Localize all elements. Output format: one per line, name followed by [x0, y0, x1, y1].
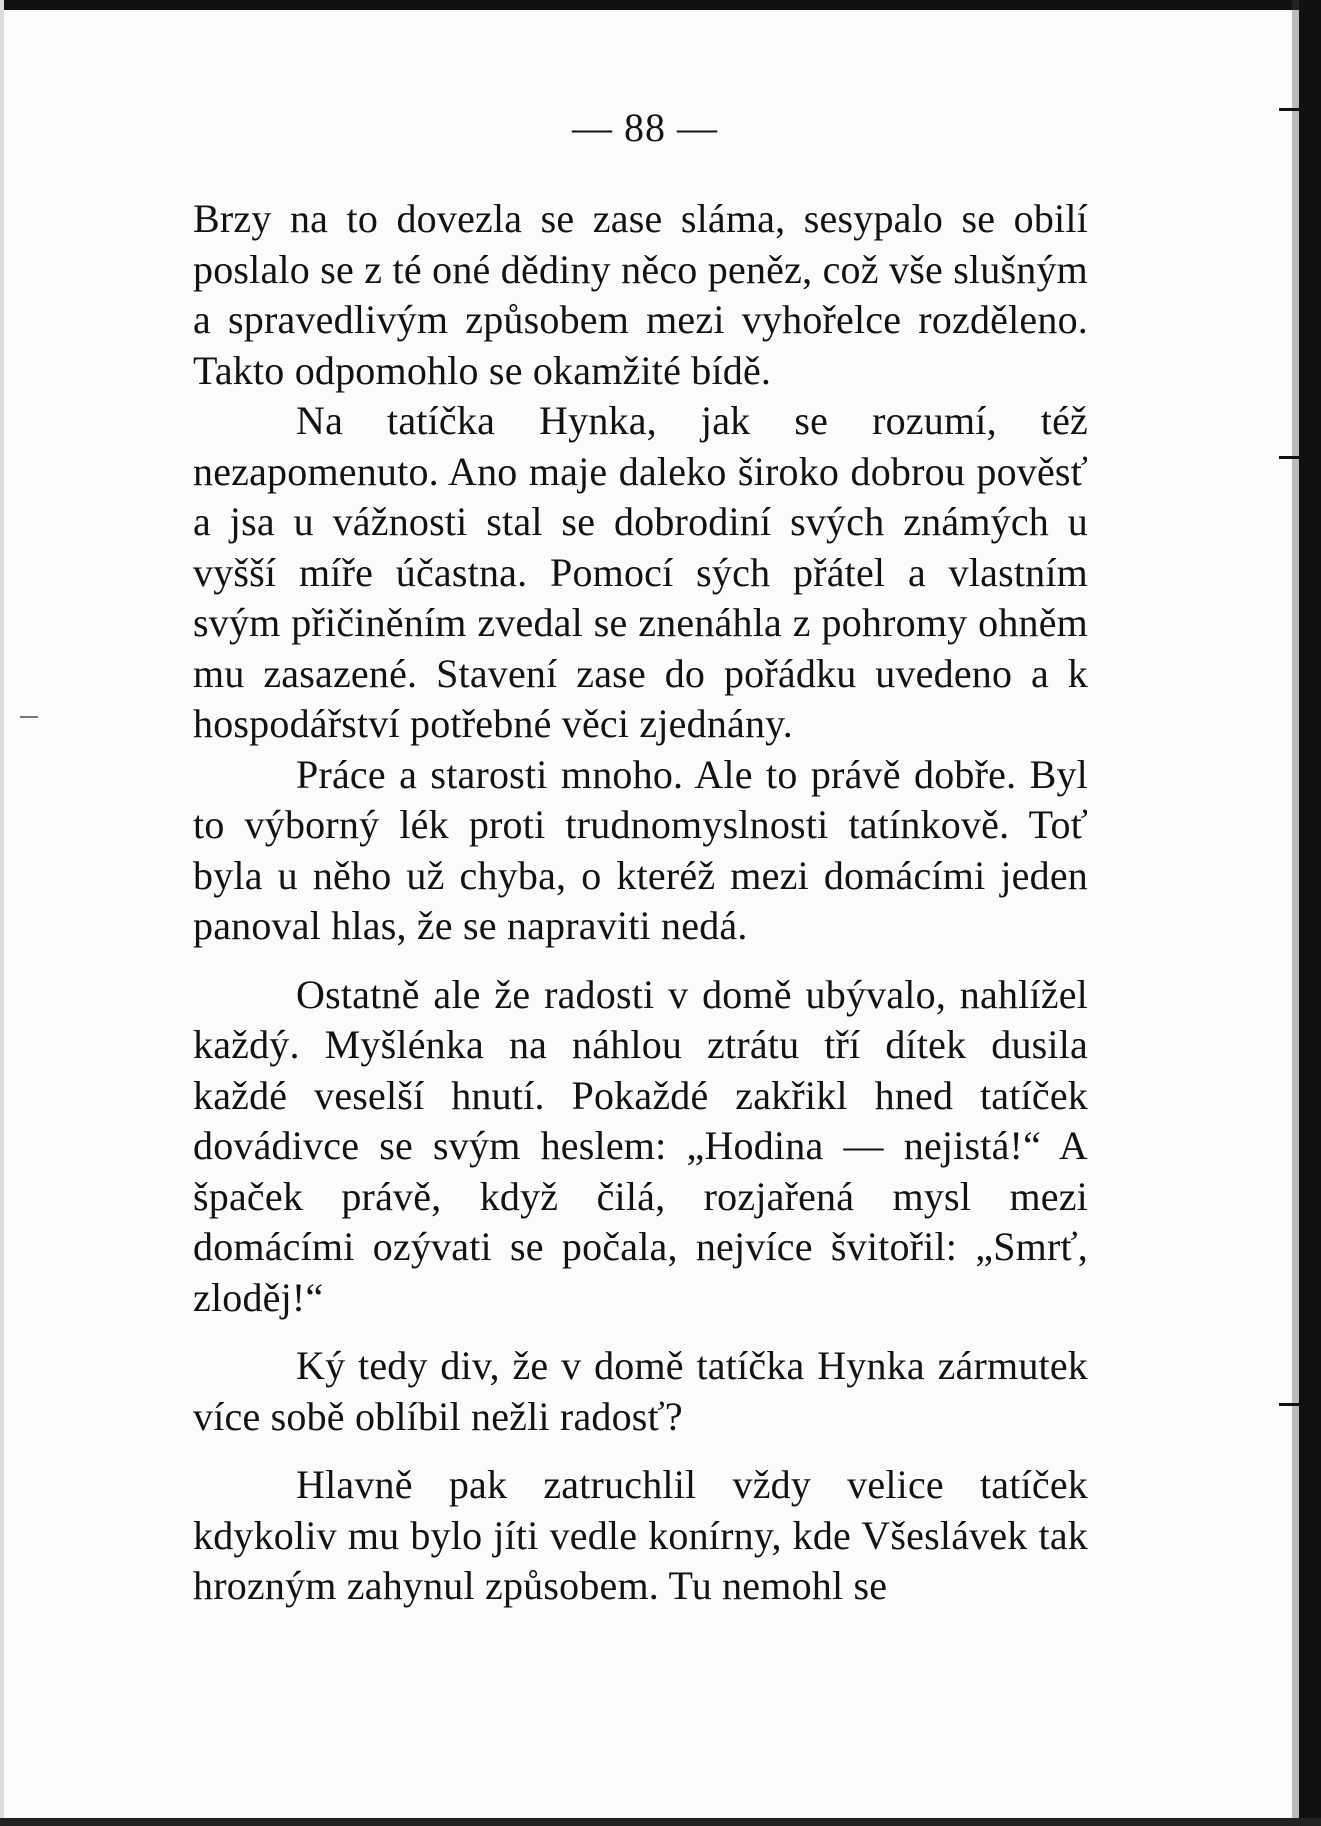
paragraph: Brzy na to dovezla se zase sláma, sesypalo se obilí poslalo se z té oné dědiny něco peněz, což vše slušným a spravedlivým způsobem mezi vyhořelce rozděleno. Takto odpomohlo se okamžité bídě. [193, 196, 1088, 393]
scan-border-top [0, 0, 1321, 10]
paragraph: Ostatně ale že radosti v domě ubývalo, nahlížel každý. Myšlénka na náhlou ztrátu tří dítek dusila každé veselší hnutí. Pokaždé zakřikl hned tatíček dovádivce se svým heslem: „Hodina — nejistá!“ A špaček právě, když čilá, rozjařená mysl mezi domácími ozývati se počala, nejvíce švitořil: „Smrť, zloděj!“ [193, 971, 1088, 1320]
page-number-label: — 88 — [572, 105, 718, 150]
scan-border-left [0, 0, 4, 1826]
scan-shadow-right [1292, 0, 1299, 1826]
margin-mark [20, 716, 38, 718]
body-text [193, 194, 1088, 1612]
margin-mark [1279, 1403, 1299, 1406]
paragraph: Hlavně pak zatruchlil vždy velice tatíček kdykoliv mu bylo jíti vedle konírny, kde Všeslávek tak hrozným zahynul způsobem. Tu nemohl se [193, 1462, 1088, 1608]
scan-border-bottom [0, 1818, 1321, 1826]
paragraph: Práce a starosti mnoho. Ale to právě dobře. Byl to výborný lék proti trudnomyslnosti tatínkově. Toť byla u něho už chyba, o kteréž mezi domácími jeden panoval hlas, že se napraviti nedá. [193, 751, 1088, 948]
paragraph: Na tatíčka Hynka, jak se rozumí, též nezapomenuto. Ano maje daleko široko dobrou pověsť a jsa u vážnosti stal se dobrodiní svých známých u vyšší míře účastna. Pomocí sých přátel a vlastním svým přičiněním zvedal se znenáhla z pohromy ohněm mu zasazené. Stavení zase do pořádku uvedeno a k hospodářství potřebné věci zjednány. [193, 398, 1088, 746]
margin-mark [1279, 456, 1299, 459]
page-number [0, 104, 1290, 151]
paragraph: Ký tedy div, že v domě tatíčka Hynka zármutek více sobě oblíbil nežli radosť? [193, 1343, 1088, 1439]
scan-border-right [1299, 0, 1321, 1826]
